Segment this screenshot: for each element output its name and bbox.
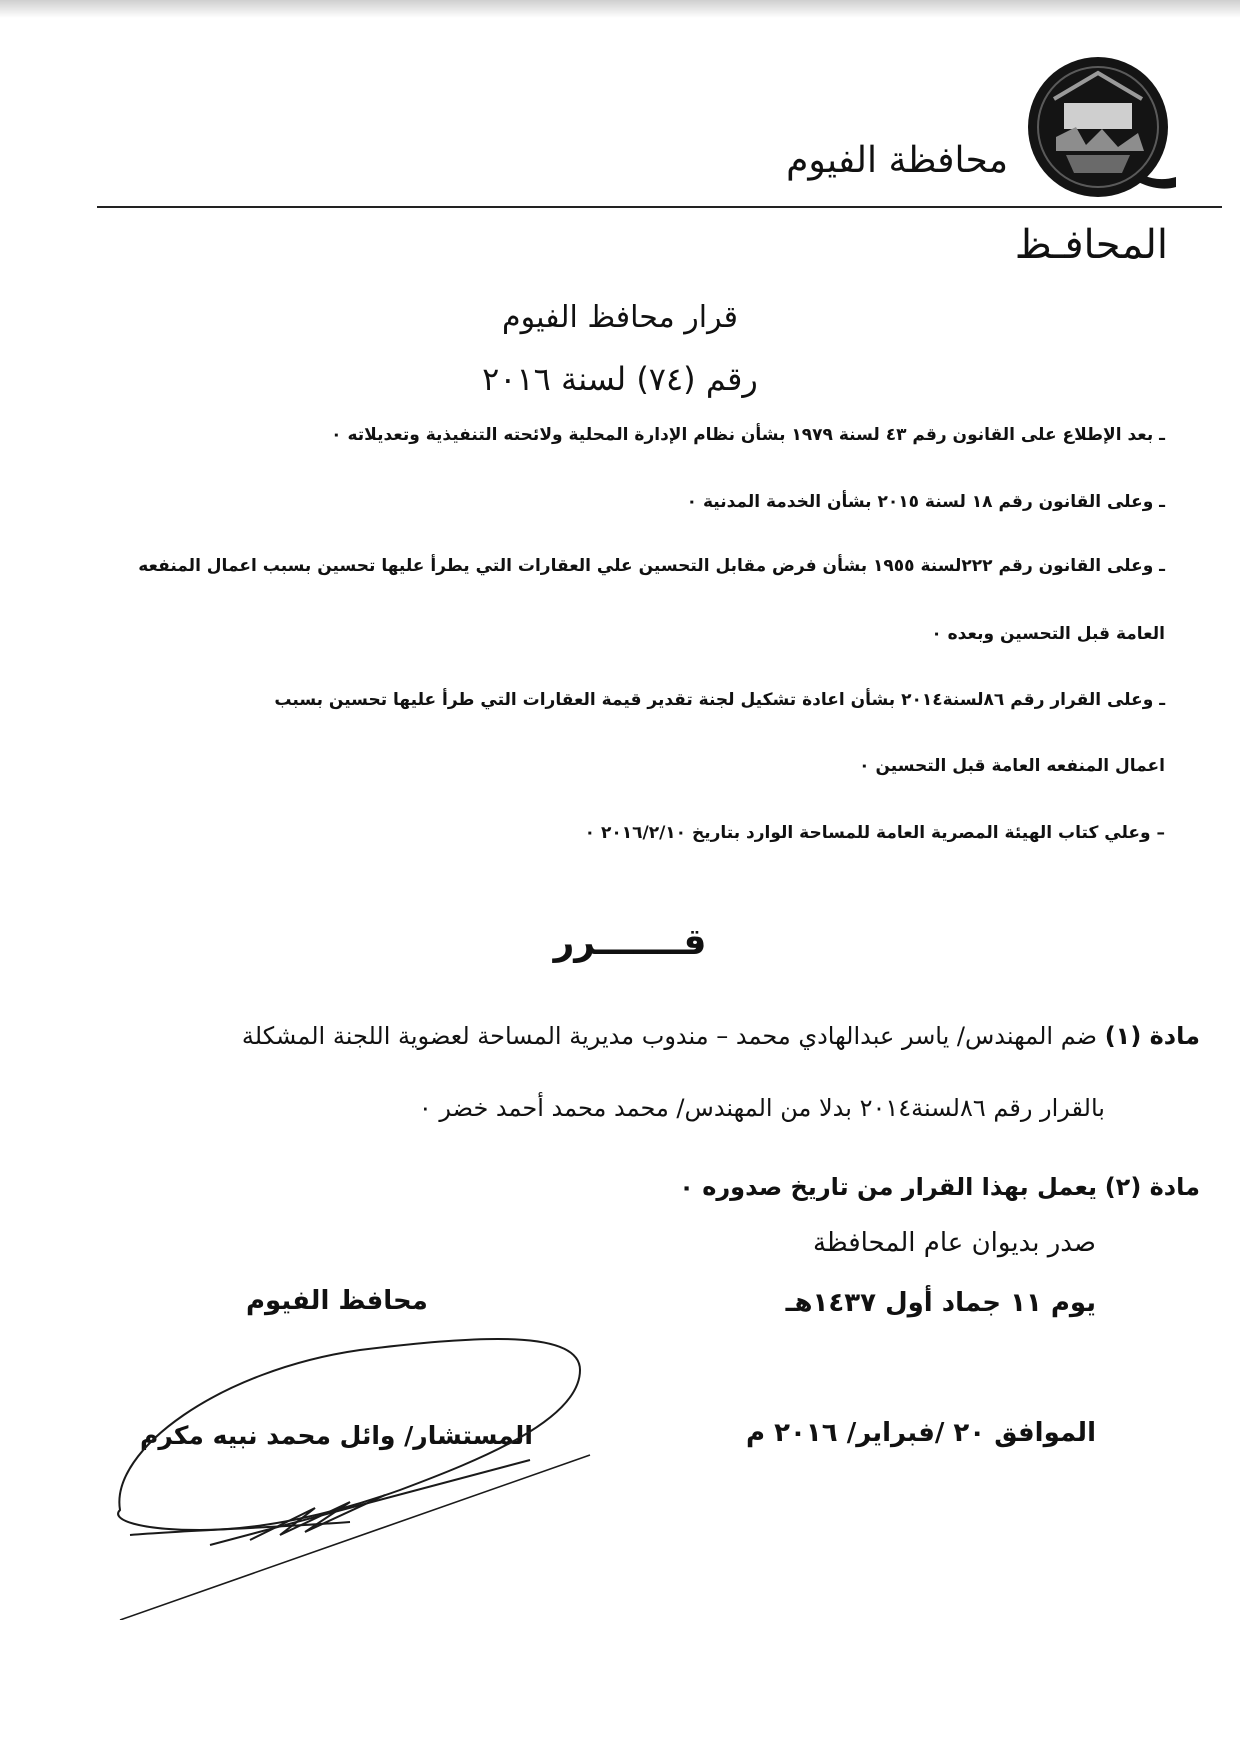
article-label: مادة (١) — [1104, 1022, 1200, 1050]
article-1 — [242, 1022, 1200, 1050]
handwritten-signature — [100, 1290, 620, 1620]
article-2 — [679, 1173, 1200, 1201]
governorate-emblem-icon — [1026, 55, 1176, 205]
decision-heading: قـــــــرر — [553, 922, 707, 963]
governorate-name: محافظة الفيوم — [786, 140, 1008, 181]
decree-number: رقم (٧٤) لسنة ٢٠١٦ — [482, 360, 758, 398]
gregorian-date: الموافق ٢٠ /فبراير/ ٢٠١٦ م — [746, 1418, 1096, 1448]
scan-shadow — [0, 0, 1240, 18]
article-text: يعمل بهذا القرار من تاريخ صدوره ٠ — [679, 1173, 1098, 1201]
signatory-name: المستشار/ وائل محمد نبيه مكرم — [140, 1421, 533, 1450]
header-divider — [97, 206, 1222, 208]
preamble-line: العامة قبل التحسين وبعده ٠ — [931, 624, 1165, 644]
preamble-line: ـ بعد الإطلاع على القانون رقم ٤٣ لسنة ١٩٧٩ بشأن نظام الإدارة المحلية ولائحته التنفيذية وتعديلاته ٠ — [331, 425, 1165, 445]
issuance-place: صدر بديوان عام المحافظة — [812, 1228, 1096, 1258]
preamble-line: – وعلي كتاب الهيئة المصرية العامة للمساحة الوارد بتاريخ ٢٠١٦/٢/١٠ ٠ — [584, 823, 1165, 843]
preamble-line: ـ وعلى القرار رقم ٨٦لسنة٢٠١٤ بشأن اعادة تشكيل لجنة تقدير قيمة العقارات التي طرأ عليها تحسين بسبب — [274, 690, 1165, 710]
preamble-line: ـ وعلى القانون رقم ١٨ لسنة ٢٠١٥ بشأن الخدمة المدنية ٠ — [686, 492, 1165, 512]
decree-title: قرار محافظ الفيوم — [502, 300, 738, 335]
office-title: المحافـظ — [1014, 222, 1168, 268]
hijri-date: يوم ١١ جماد أول ١٤٣٧هـ — [785, 1288, 1096, 1318]
seal-graphic — [1026, 55, 1176, 205]
article-text: ضم المهندس/ ياسر عبدالهادي محمد – مندوب مديرية المساحة لعضوية اللجنة المشكلة — [241, 1022, 1098, 1050]
preamble-line: ـ وعلى القانون رقم ٢٢٢لسنة ١٩٥٥ بشأن فرض مقابل التحسين علي العقارات التي يطرأ عليها تحسين بسبب اعمال المنفعه — [138, 556, 1165, 576]
preamble-line: اعمال المنفعه العامة قبل التحسين ٠ — [859, 756, 1165, 776]
article-label: مادة (٢) — [1104, 1173, 1200, 1201]
article-1-continuation: بالقرار رقم ٨٦لسنة٢٠١٤ بدلا من المهندس/ محمد محمد أحمد خضر ٠ — [418, 1094, 1105, 1122]
signatory-title: محافظ الفيوم — [246, 1286, 428, 1316]
